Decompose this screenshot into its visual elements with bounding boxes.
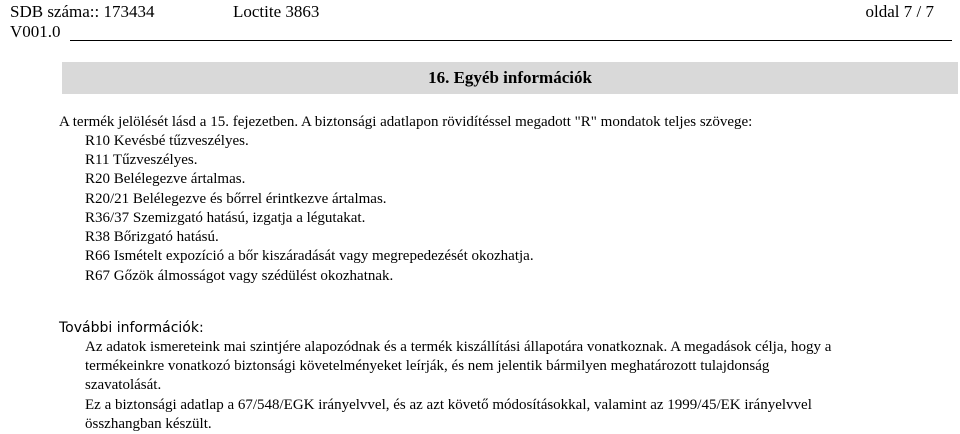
r-phrase: R38 Bőrizgató hatású. — [85, 229, 219, 245]
product-name: Loctite 3863 — [233, 2, 320, 21]
section-heading: 16. Egyéb információk — [62, 62, 958, 94]
r-phrase: R20 Belélegezve ártalmas. — [85, 171, 246, 187]
r-phrase: R66 Ismételt expozíció a bőr kiszáradását vagy megrepedezését okozhatja. — [85, 248, 534, 264]
paragraph-line: szavatolását. — [85, 377, 162, 393]
further-info-heading: További információk: — [59, 320, 204, 336]
r-phrase: R10 Kevésbé tűzveszélyes. — [85, 133, 249, 149]
paragraph-line: összhangban készült. — [85, 416, 212, 432]
r-phrase: R36/37 Szemizgató hatású, izgatja a légutakat. — [85, 210, 366, 226]
r-phrase: R67 Gőzök álmosságot vagy szédülést okozhatnak. — [85, 268, 394, 284]
paragraph-line: Az adatok ismereteink mai szintjére alapozódnak és a termék kiszállítási állapotára vonatkoznak. A megadások célja, hogy a — [85, 339, 832, 355]
r-phrase: R20/21 Belélegezve és bőrrel érintkezve ártalmas. — [85, 191, 387, 207]
intro-text: A termék jelölését lásd a 15. fejezetben. A biztonsági adatlapon rövidítéssel megadott "R" mondatok teljes szövege: — [59, 114, 753, 130]
header-divider — [70, 40, 952, 41]
paragraph-line: termékeinkre vonatkozó biztonsági követelményeket leírják, és nem jelentik bármilyen meghatározott tulajdonság — [85, 358, 770, 374]
page-indicator: oldal 7 / 7 — [865, 2, 934, 21]
r-phrase: R11 Tűzveszélyes. — [85, 152, 198, 168]
version-label: V001.0 — [10, 22, 61, 41]
sdb-number: SDB száma:: 173434 — [10, 2, 155, 21]
paragraph-line: Ez a biztonsági adatlap a 67/548/EGK irányelvvel, és az azt követő módosításokkal, valamint az 1999/45/EK irányelvvel — [85, 397, 812, 413]
